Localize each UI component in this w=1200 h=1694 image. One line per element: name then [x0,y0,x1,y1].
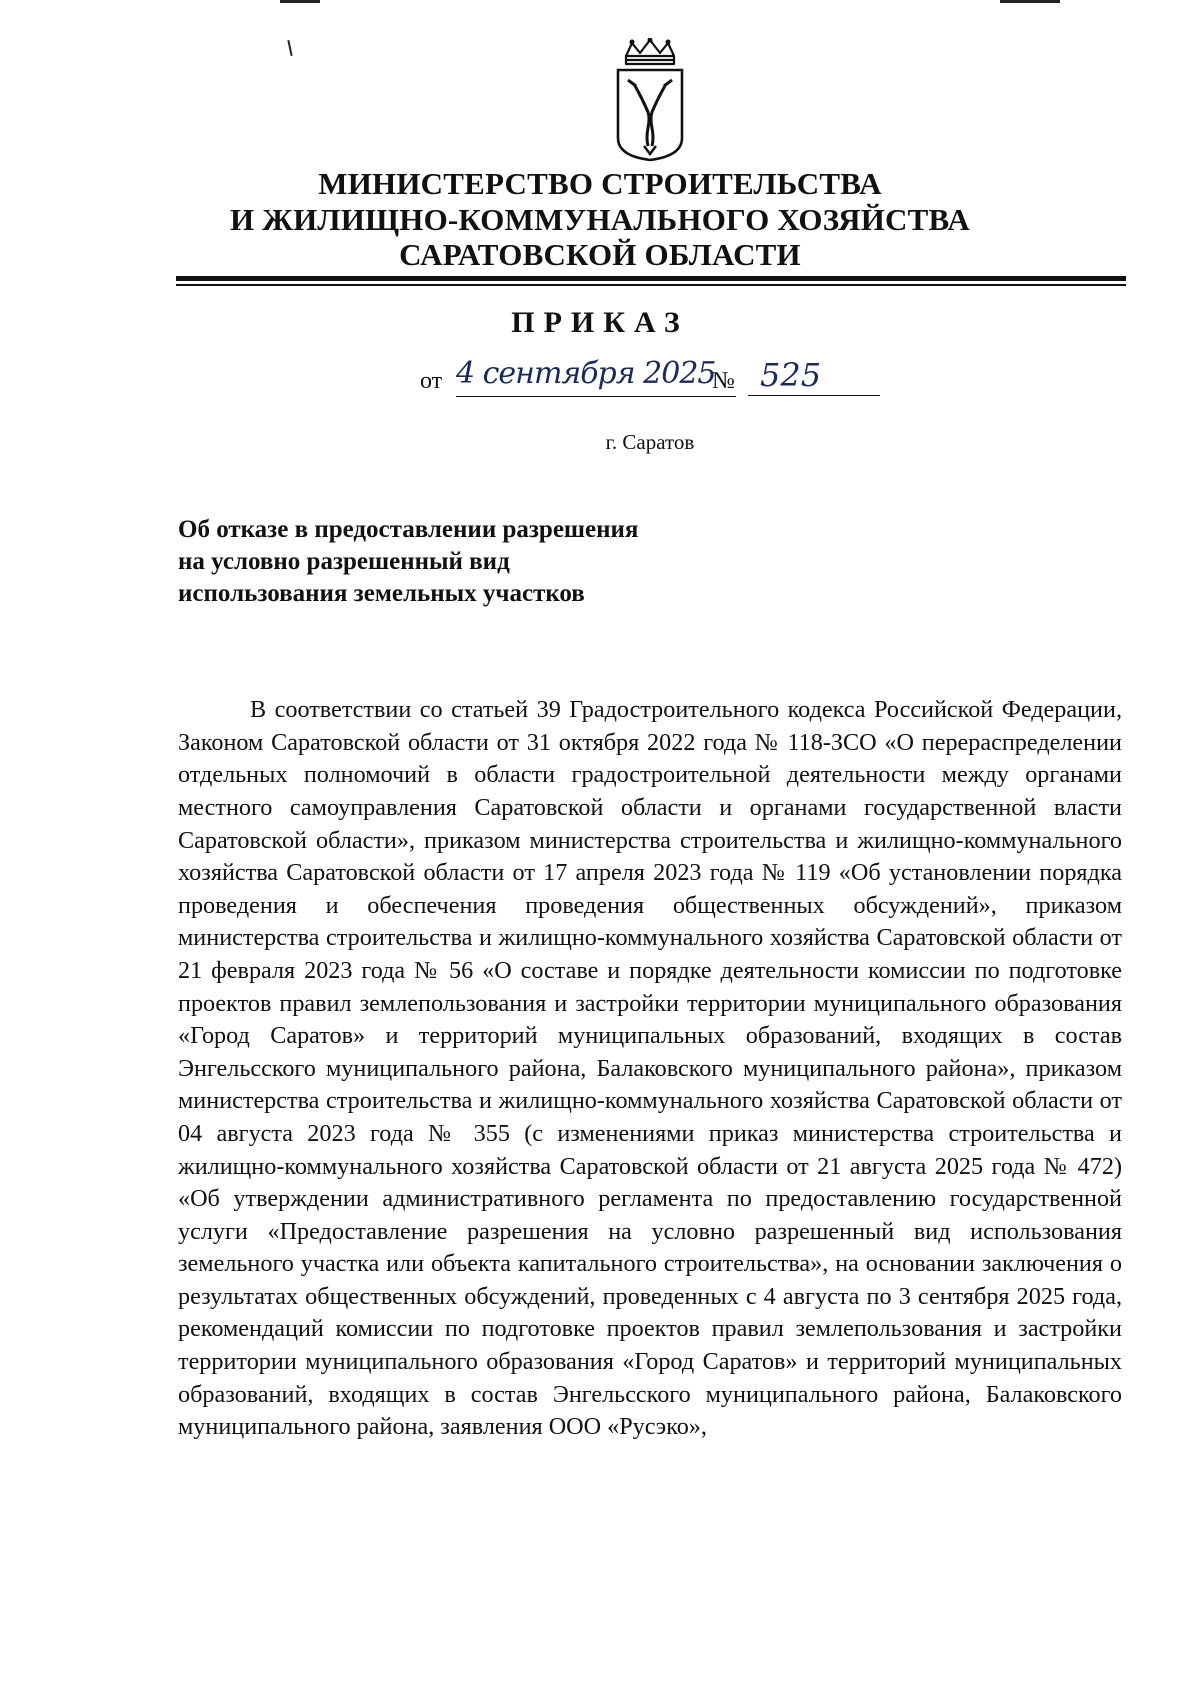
organization-name-line: МИНИСТЕРСТВО СТРОИТЕЛЬСТВА [318,166,882,201]
date-prefix: от [420,368,443,394]
handwritten-order-number: 525 [748,356,880,396]
scan-mark [287,40,292,56]
subject-line: на условно разрешенный вид [178,548,510,575]
document-type-title: ПРИКАЗ [511,306,689,339]
order-subject [178,514,798,610]
header-divider [176,276,1126,281]
saratov-coat-of-arms-icon [612,38,688,162]
subject-line: Об отказе в предоставлении разрешения [178,516,639,543]
city-of-issue: г. Саратов [605,430,695,454]
body-paragraph: В соответствии со статьей 39 Градостроительного кодекса Российской Федерации, Законом Саратовской области от 31 октября 2022 года № 118-ЗСО «О перераспределении отдельных полномочий в области градостроительной деятельности между органами местного самоуправления Саратовской области и органами государственной власти Саратовской области», приказом министерства строительства и жилищно-коммунального хозяйства Саратовской области от 17 апреля 2023 года № 119 «Об установлении порядка проведения и обеспечения проведения общественных обсуждений», приказом министерства строительства и жилищно-коммунального хозяйства Саратовской области от 21 февраля 2023 года № 56 «О составе и порядке деятельности комиссии по подготовке проектов правил землепользования и застройки территории муниципального образования «Город Саратов» и территорий муниципальных образований, входящих в состав Энгельсского муниципального района, Балаковского муниципального района», приказом министерства строительства и жилищно-коммунального хозяйства Саратовской области от 04 августа 2023 года № 355 (с изменениями приказ министерства строительства и жилищно-коммунального хозяйства Саратовской области от 21 августа 2025 года № 472) «Об утверждении административного регламента по предоставлению государственной услуги «Предоставление разрешения на условно разрешенный вид использования земельного участка или объекта капитального строительства», на основании заключения о результатах общественных обсуждений, проведенных с 4 августа по 3 сентября 2025 года, рекомендаций комиссии по подготовке проектов правил землепользования и застройки территории муниципального образования «Город Саратов» и территорий муниципальных образований, входящих в состав Энгельсского муниципального района, Балаковского муниципального района, заявления ООО «Русэко», [178,696,1122,1441]
header-divider [176,284,1126,286]
organization-name-line: САРАТОВСКОЙ ОБЛАСТИ [399,237,801,272]
number-prefix: № [712,368,735,394]
organization-name-line: И ЖИЛИЩНО-КОММУНАЛЬНОГО ХОЗЯЙСТВА [229,202,971,237]
scan-mark [280,0,320,3]
order-date-number-line [420,356,880,406]
subject-line: использования земельных участков [178,580,585,607]
scan-mark [1000,0,1060,3]
handwritten-date: 4 сентября 2025 [456,356,736,397]
